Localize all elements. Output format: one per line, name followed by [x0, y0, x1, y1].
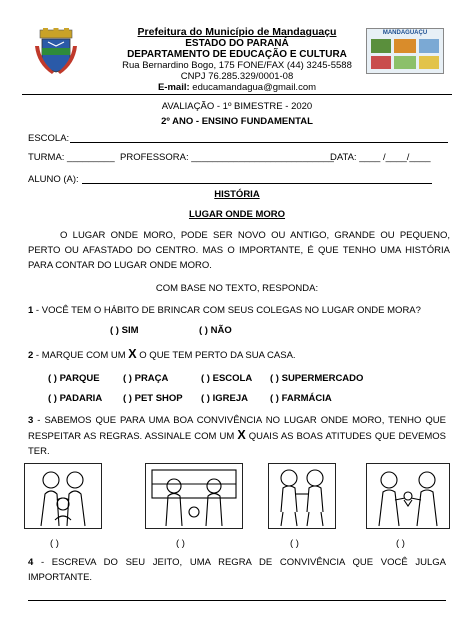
- subject-heading: HISTÓRIA: [214, 189, 260, 200]
- exam-grade: 2º ANO - ENSINO FUNDAMENTAL: [161, 116, 313, 127]
- option-pet-shop[interactable]: ( ) PET SHOP: [123, 393, 183, 404]
- header-state: ESTADO DO PARANÁ: [185, 38, 289, 49]
- question-4-text: - ESCREVA DO SEU JEITO, UMA REGRA DE CONVIVÊNCIA QUE VOCÊ JULGA IMPORTANTE.: [28, 557, 446, 583]
- school-field[interactable]: [70, 142, 448, 143]
- option-parque[interactable]: ( ) PARQUE: [48, 373, 100, 384]
- illustration-children-sharing: [366, 463, 450, 529]
- header-email: [0, 82, 474, 93]
- student-field[interactable]: [82, 183, 432, 184]
- illustration-children-playing: [145, 463, 243, 529]
- exam-title: AVALIAÇÃO - 1º BIMESTRE - 2020: [161, 101, 313, 112]
- illustration-friends-walking: [268, 463, 336, 529]
- option-praca[interactable]: ( ) PRAÇA: [123, 373, 169, 384]
- question-3-x-mark: X: [237, 428, 246, 442]
- checkbox-hugging[interactable]: ( ): [50, 538, 59, 549]
- header-department: DEPARTAMENTO DE EDUCAÇÃO E CULTURA: [127, 49, 347, 60]
- question-4: [28, 555, 446, 585]
- option-nao[interactable]: ( ) NÃO: [199, 325, 232, 336]
- municipality-banner-logo: [366, 28, 444, 74]
- question-3-text-end: QUAIS AS BOAS ATITUDES QUE DEVEMOS TER.: [28, 431, 446, 457]
- option-escola[interactable]: ( ) ESCOLA: [201, 373, 253, 384]
- email-label: E-mail:: [157, 82, 190, 93]
- question-1: [28, 304, 421, 317]
- option-sim[interactable]: ( ) SIM: [110, 325, 139, 336]
- option-igreja[interactable]: ( ) IGREJA: [201, 393, 248, 404]
- teacher-field[interactable]: PROFESSORA: ___________________________: [120, 152, 334, 163]
- checkbox-playing[interactable]: ( ): [176, 538, 185, 549]
- question-2-number: 2: [28, 350, 34, 361]
- reading-paragraph: O LUGAR ONDE MORO, PODE SER NOVO OU ANTIGO, GRANDE OU PEQUENO, PERTO OU AFASTADO DO CENTRO. MAS O IMPORTANTE, É QUE TENHO UMA HISTÓRIA PARA CONTAR DO LUGAR ONDE MORO.: [28, 230, 450, 271]
- question-1-number: 1: [28, 305, 34, 316]
- question-2-text-end: O QUE TEM PERTO DA SUA CASA.: [136, 350, 296, 361]
- question-2-x-mark: X: [128, 347, 137, 361]
- question-1-text: - VOCÊ TEM O HÁBITO DE BRINCAR COM SEUS COLEGAS NO LUGAR ONDE MORA?: [33, 305, 421, 316]
- option-farmacia[interactable]: ( ) FARMÁCIA: [270, 393, 332, 404]
- checkbox-walking[interactable]: ( ): [290, 538, 299, 549]
- date-field[interactable]: DATA: ____ /____/____: [330, 152, 431, 163]
- question-2: [28, 348, 296, 362]
- checkbox-sharing[interactable]: ( ): [396, 538, 405, 549]
- header-city-hall: Prefeitura do Município de Mandaguaçu: [137, 26, 337, 38]
- email-value: educamandagua@gmail.com: [192, 82, 317, 93]
- question-3-text-start: - SABEMOS QUE PARA UMA BOA CONVIVÊNCIA NO LUGAR ONDE MORO, TENHO QUE RESPEITAR AS REGRAS. ASSINALE COM UM: [28, 415, 446, 442]
- banner-title: MANDAGUAÇU: [382, 30, 428, 36]
- class-field[interactable]: TURMA: _________: [28, 152, 115, 163]
- student-label: ALUNO (A):: [28, 174, 79, 185]
- answer-line-4[interactable]: [28, 600, 446, 601]
- header-divider: [22, 94, 452, 95]
- question-4-number: 4: [28, 557, 34, 568]
- text-title: LUGAR ONDE MORO: [188, 209, 286, 220]
- header-address: Rua Bernardino Bogo, 175 FONE/FAX (44) 3245-5588: [122, 60, 352, 71]
- option-padaria[interactable]: ( ) PADARIA: [48, 393, 103, 404]
- option-supermercado[interactable]: ( ) SUPERMERCADO: [270, 373, 364, 384]
- school-label: ESCOLA:: [28, 133, 70, 144]
- question-3: [28, 413, 446, 459]
- header-cnpj: CNPJ 76.285.329/0001-08: [180, 71, 294, 82]
- illustration-children-hugging: [24, 463, 102, 529]
- instruction: COM BASE NO TEXTO, RESPONDA:: [155, 283, 319, 294]
- question-2-text-start: - MARQUE COM UM: [33, 350, 129, 361]
- question-3-number: 3: [28, 415, 34, 426]
